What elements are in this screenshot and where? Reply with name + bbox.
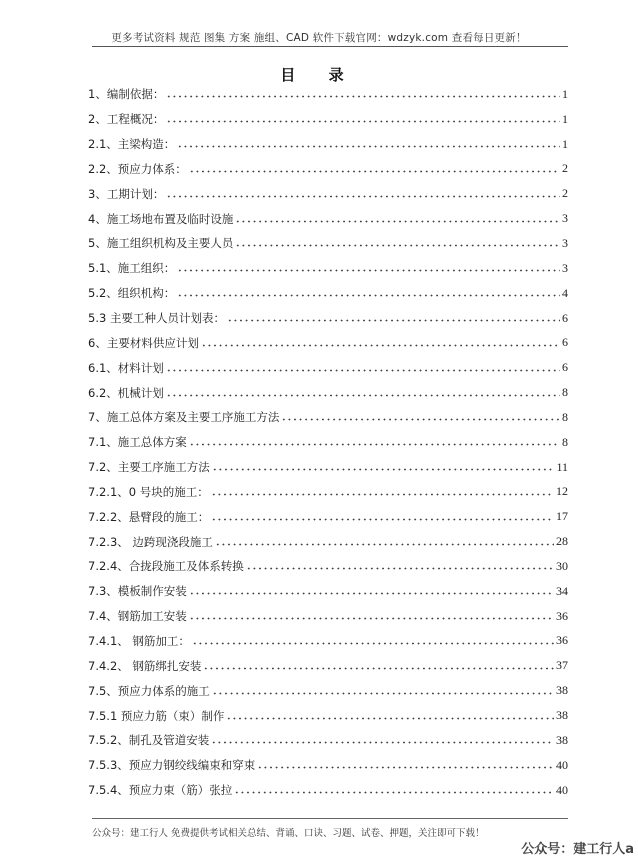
toc-entry-page: 1 [562,136,568,151]
toc-entry-page: 6 [562,335,568,350]
toc-entry[interactable] [88,405,568,430]
toc-entry-label: 2.1、主梁构造： [88,137,176,152]
toc-entry[interactable] [88,554,568,579]
toc-entry[interactable] [88,380,568,405]
toc-entry-page: 8 [562,409,568,424]
page-header: 更多考试资料 规范 图集 方案 施组、CAD 软件下载官网：wdzyk.com 查看每日更新！ [111,32,527,44]
toc-entry-page: 4 [562,285,568,300]
toc-entry-label: 7.5、预应力体系的施工 [88,683,210,698]
toc-entry[interactable] [88,82,568,107]
toc-entry-label: 1、编制依据： [88,87,165,102]
toc-entry[interactable] [88,256,568,281]
toc-dot-leader [166,89,560,99]
toc-dot-leader [192,636,554,646]
toc-entry-page: 38 [556,732,568,747]
toc-entry-label: 2.2、预应力体系： [88,161,187,176]
toc-dot-leader [257,760,554,770]
toc-entry[interactable] [88,678,568,703]
toc-entry[interactable] [88,355,568,380]
toc-entry[interactable] [88,778,568,803]
toc-dot-leader [211,487,554,497]
toc-entry[interactable] [88,604,568,629]
toc-entry-page: 34 [556,583,568,598]
toc-dot-leader [234,785,554,795]
toc-entry-label: 7、施工总体方案及主要工序施工方法 [88,410,280,425]
toc-entry-label: 7.4、钢筋加工安装 [88,609,187,624]
toc-dot-leader [177,263,560,273]
toc-entry-page: 36 [556,633,568,648]
toc-entry-label: 2、工程概况： [88,112,165,127]
toc-entry[interactable] [88,281,568,306]
toc-entry[interactable] [88,430,568,455]
toc-dot-leader [211,735,554,745]
toc-entry-page: 17 [556,509,568,524]
toc-entry[interactable] [88,504,568,529]
toc-entry-label: 7.2.3、 边跨现浇段施工 [88,534,213,549]
toc-entry-page: 8 [562,385,568,400]
toc-entry[interactable] [88,480,568,505]
toc-entry[interactable] [88,653,568,678]
toc-entry-page: 30 [556,558,568,573]
toc-dot-leader [211,512,554,522]
toc-entry-label: 7.4.1、 钢筋加工： [88,633,190,648]
toc-entry[interactable] [88,728,568,753]
toc-entry-label: 7.4.2、 钢筋绑扎安装 [88,658,202,673]
toc-entry-label: 6.2、机械计划 [88,385,164,400]
toc-entry-page: 1 [562,86,568,101]
toc-entry[interactable] [88,330,568,355]
toc-dot-leader [235,214,560,224]
toc-entry-page: 3 [562,260,568,275]
toc-entry-page: 2 [562,161,568,176]
toc-dot-leader [177,139,560,149]
toc-dot-leader [215,537,554,547]
toc-entry-page: 1 [562,111,568,126]
toc-entry-page: 38 [556,683,568,698]
footer-divider [92,818,568,819]
toc-entry[interactable] [88,455,568,480]
toc-entry[interactable] [88,107,568,132]
toc-entry-page: 40 [556,782,568,797]
toc-entry-page: 3 [562,211,568,226]
watermark: 公众号：建工行人a [521,842,634,857]
toc-dot-leader [166,363,560,373]
toc-entry-label: 4、施工场地布置及临时设施 [88,211,234,226]
toc-entry-label: 5.2、组织机构： [88,286,176,301]
toc-dot-leader [226,711,554,721]
toc-dot-leader [189,437,560,447]
toc-entry-label: 6.1、材料计划 [88,360,164,375]
toc-entry-label: 5、施工组织机构及主要人员 [88,236,234,251]
toc-entry[interactable] [88,629,568,654]
toc-entry-label: 5.1、施工组织： [88,261,176,276]
toc-entry-page: 12 [556,484,568,499]
toc-entry-page: 2 [562,186,568,201]
toc-entry-page: 36 [556,608,568,623]
toc-dot-leader [212,686,554,696]
header-divider [92,46,568,47]
toc-entry[interactable] [88,579,568,604]
page-title: 目 录 [280,66,358,84]
toc-dot-leader [227,313,560,323]
toc-entry-page: 11 [556,459,568,474]
toc-dot-leader [203,661,554,671]
toc-entry-page: 38 [556,708,568,723]
toc-entry-label: 7.2.1、0 号块的施工： [88,484,209,499]
toc-entry-label: 7.5.1 预应力筋（束）制作 [88,708,225,723]
toc-entry-label: 3、工期计划： [88,186,165,201]
toc-dot-leader [177,288,560,298]
toc-entry[interactable] [88,753,568,778]
toc-entry[interactable] [88,157,568,182]
toc-entry-label: 7.5.2、制孔及管道安装 [88,733,210,748]
toc-entry-label: 6、主要材料供应计划 [88,335,199,350]
toc-dot-leader [281,412,560,422]
toc-dot-leader [201,338,560,348]
toc-entry-page: 40 [556,757,568,772]
toc-dot-leader [246,561,554,571]
page-footer: 公众号：建工行人 免费提供考试相关总结、背诵、口诀、习题、试卷、押题，关注即可下载！ [92,828,485,839]
toc-entry[interactable] [88,231,568,256]
toc-entry-label: 7.2.2、悬臂段的施工： [88,509,210,524]
toc-entry-page: 6 [562,310,568,325]
toc-entry[interactable] [88,306,568,331]
toc-dot-leader [212,462,555,472]
toc-dot-leader [166,114,560,124]
toc-entry-label: 7.1、施工总体方案 [88,435,187,450]
toc-dot-leader [189,586,554,596]
toc-entry[interactable] [88,206,568,231]
toc-entry-label: 7.2.4、合拢段施工及体系转换 [88,559,244,574]
toc-entry-page: 8 [562,434,568,449]
toc-entry-label: 7.5.3、预应力钢绞线编束和穿束 [88,758,256,773]
toc-entry[interactable] [88,181,568,206]
toc-entry-page: 3 [562,235,568,250]
toc-entry-label: 7.3、模板制作安装 [88,584,187,599]
toc-entry-label: 7.5.4、预应力束（筋）张拉 [88,783,233,798]
toc-entry-page: 37 [556,658,568,673]
toc-entry-label: 5.3 主要工种人员计划表： [88,311,225,326]
toc-entry[interactable] [88,703,568,728]
toc-dot-leader [235,238,560,248]
toc-dot-leader [166,388,560,398]
toc-dot-leader [166,189,560,199]
table-of-contents [88,82,568,802]
toc-entry[interactable] [88,132,568,157]
toc-entry[interactable] [88,529,568,554]
toc-dot-leader [189,164,560,174]
toc-dot-leader [189,611,554,621]
toc-entry-page: 28 [556,534,568,549]
toc-entry-page: 6 [562,360,568,375]
toc-entry-label: 7.2、主要工序施工方法 [88,460,210,475]
